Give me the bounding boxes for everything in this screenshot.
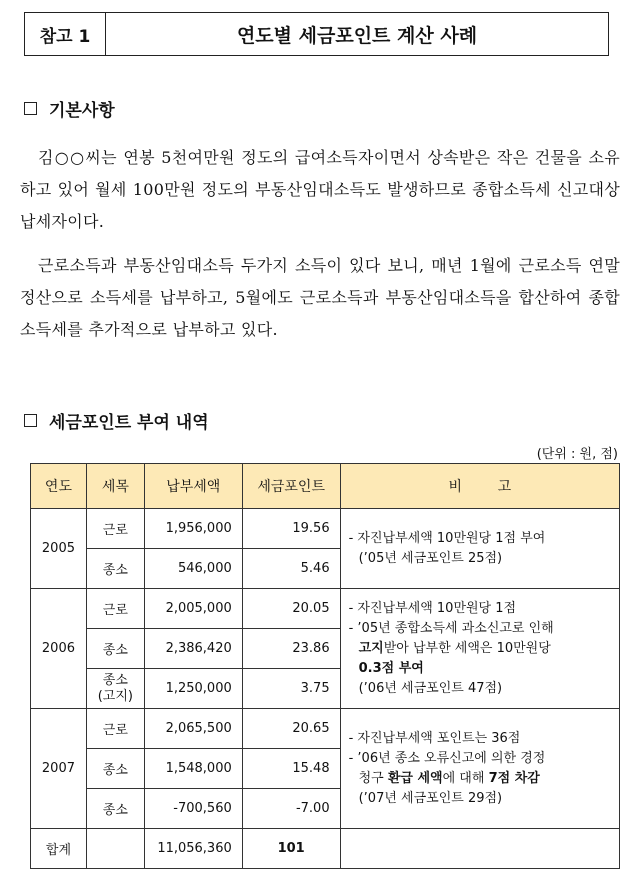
note-line: - 자진납부세액 포인트는 36점 [348,730,521,746]
item-cell: 종소 [86,549,144,589]
amount-cell: 1,548,000 [144,749,242,789]
note-line: (’06년 세금포인트 47점) [358,680,503,696]
note-cell [340,709,619,829]
header-amount: 납부세액 [144,464,242,509]
item-cell: 근로 [86,589,144,629]
note-line: (’05년 세금포인트 25점) [358,550,503,566]
note-bold: 고지 [358,640,384,656]
tax-point-table [30,463,620,869]
points-cell: -7.00 [242,789,340,829]
amount-cell: 2,065,500 [144,709,242,749]
paragraph-2: 근로소득과 부동산임대소득 두가지 소득이 있다 보니, 매년 1월에 근로소득 연말정산으로 소득세를 납부하고, 5월에도 근로소득과 부동산임대소득을 합산하여 종합소득세를 추가적으로 납부하고 있다. [20,256,620,339]
amount-cell: 1,956,000 [144,509,242,549]
paragraph-1: 김○○씨는 연봉 5천여만원 정도의 급여소득자이면서 상속받은 작은 건물을 소유하고 있어 월세 100만원 정도의 부동산임대소득도 발생하므로 종합소득세 신고대상 납세자이다. [20,148,620,231]
note-text: 받아 납부한 세액은 10만원당 [383,640,551,656]
amount-cell: 546,000 [144,549,242,589]
unit-label: (단위 : 원, 점) [536,447,618,462]
year-cell: 2006 [31,589,87,709]
item-cell: 종소 [86,629,144,669]
section-basic-label: 기본사항 [49,101,115,121]
note-line: - ’05년 종합소득세 과소신고로 인해 [348,620,554,636]
item-cell [86,669,144,709]
points-cell: 23.86 [242,629,340,669]
total-label: 합계 [31,829,87,869]
year-cell: 2005 [31,509,87,589]
points-cell: 20.65 [242,709,340,749]
amount-cell: -700,560 [144,789,242,829]
points-cell: 5.46 [242,549,340,589]
note-bold: 환급 세액 [387,770,443,786]
square-bullet-icon [24,414,37,427]
points-cell: 20.05 [242,589,340,629]
item-cell: 종소 [86,749,144,789]
note-line [349,769,619,789]
reference-tag: 참고 1 [25,13,106,55]
header-note: 비 고 [340,464,619,509]
note-text: 청구 [358,770,388,786]
document-title: 연도별 세금포인트 계산 사례 [236,24,478,47]
note-line [349,639,619,659]
square-bullet-icon [24,102,37,115]
points-cell: 19.56 [242,509,340,549]
note-line: - 자진납부세액 10만원당 1점 부여 [348,530,546,546]
note-cell [340,509,619,589]
total-points: 101 [242,829,340,869]
amount-cell: 2,386,420 [144,629,242,669]
header-year: 연도 [31,464,87,509]
note-text: 에 대해 [442,770,489,786]
note-bold: 7점 차감 [488,770,540,786]
note-line: (’07년 세금포인트 29점) [358,790,503,806]
title-box [24,12,609,56]
item-cell: 종소 [86,789,144,829]
amount-cell: 1,250,000 [144,669,242,709]
points-cell: 15.48 [242,749,340,789]
item-label: 종소 [102,672,128,688]
table-row [31,509,620,549]
year-cell: 2007 [31,709,87,829]
total-amount: 11,056,360 [144,829,242,869]
section-award-label: 세금포인트 부여 내역 [49,413,209,433]
item-sub-label: (고지) [97,688,133,704]
empty-cell [86,829,144,869]
table-row [31,589,620,629]
note-cell [340,589,619,709]
note-line: - ’06년 종소 오류신고에 의한 경정 [348,750,546,766]
header-points: 세금포인트 [242,464,340,509]
section-basic [24,96,115,121]
item-cell: 근로 [86,709,144,749]
header-item: 세목 [86,464,144,509]
points-cell: 3.75 [242,669,340,709]
item-cell: 근로 [86,509,144,549]
table-total-row [31,829,620,869]
empty-cell [340,829,619,869]
note-line: 0.3점 부여 [358,660,424,676]
note-line: - 자진납부세액 10만원당 1점 [348,600,517,616]
table-header-row [31,464,620,509]
section-award [24,408,209,433]
amount-cell: 2,005,000 [144,589,242,629]
table-row [31,709,620,749]
